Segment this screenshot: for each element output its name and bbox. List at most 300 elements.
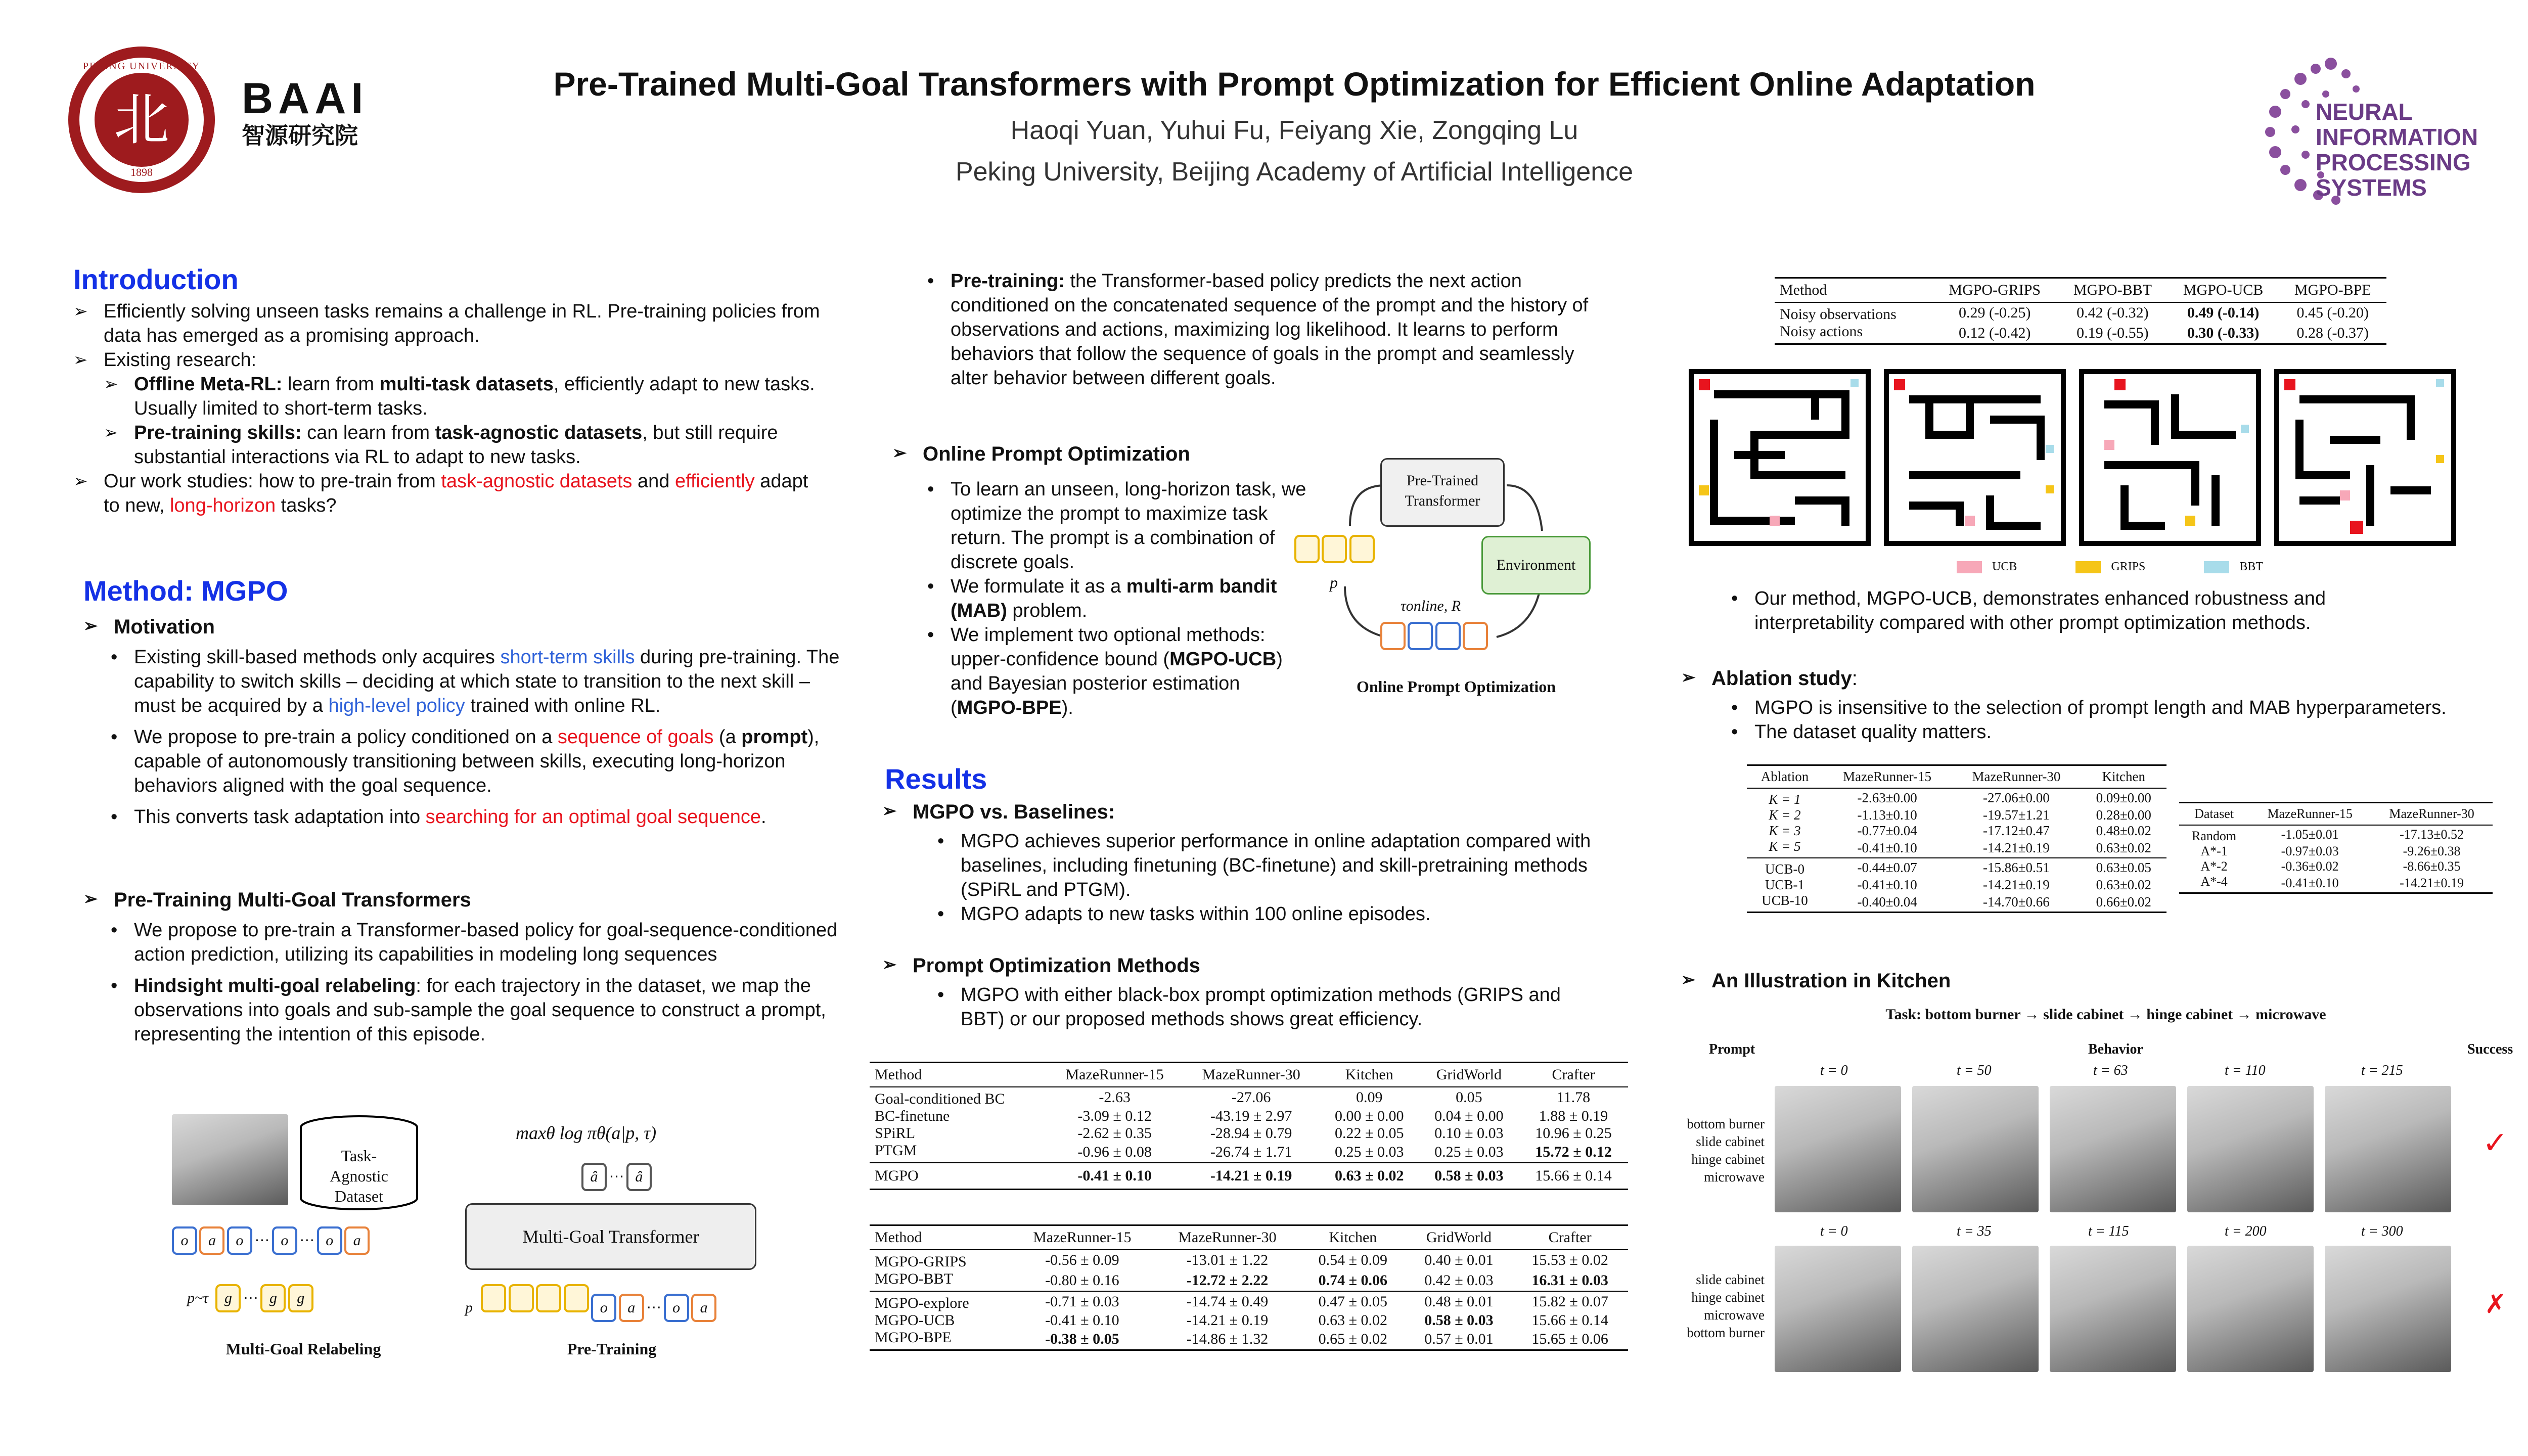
table-row [1747, 858, 2166, 877]
opo-prompt-tok-2 [1322, 535, 1347, 563]
table-cell: -0.41±0.10 [2281, 876, 2339, 890]
intro-p3-r1: task-agnostic datasets [441, 471, 633, 492]
row1-frame [2325, 1086, 2451, 1212]
pretraining-list [134, 918, 842, 1046]
vs-item-1: • MGPO achieves superior performance in online adaptation compared with baselines, including finetuning (BC-finetune) and skill-pretraining methods (SPiRL and PTGM). [961, 829, 1598, 902]
intro-heading: Introduction [73, 263, 239, 295]
neurips-line-3: PROCESSING [2316, 149, 2471, 175]
prompt-tok-3 [536, 1284, 561, 1312]
vs-list [961, 829, 1598, 926]
table-cell: 0.63 ± 0.02 [1318, 1312, 1388, 1329]
kitchen-figure [1679, 1006, 2528, 1390]
maze-legend [1957, 560, 2263, 574]
meta-rl-bold: multi-task datasets [379, 374, 554, 395]
intro-p3-b: and [632, 471, 675, 492]
opo2-c: problem. [1007, 600, 1088, 621]
row2-time: t = 35 [1957, 1223, 1992, 1239]
table-row [1747, 788, 2166, 807]
intro-p3-a: Our work studies: how to pre-train from [104, 471, 441, 492]
prompt-header-row [870, 1225, 1628, 1250]
legend-bbt-swatch [2204, 561, 2229, 573]
table-cell: 15.82 ± 0.07 [1531, 1293, 1608, 1310]
table-cell: 16.31 ± 0.03 [1531, 1272, 1608, 1289]
table-cell: -12.72 ± 2.22 [1186, 1272, 1269, 1289]
table-cell: BC-finetune [875, 1108, 950, 1124]
table-cell: 0.49 (-0.14) [2187, 304, 2260, 321]
pom-heading: ➢ Prompt Optimization Methods [882, 954, 1200, 977]
table-cell: -3.09 ± 0.12 [1077, 1108, 1152, 1124]
table-cell: 0.47 ± 0.05 [1318, 1293, 1388, 1310]
traj-tok-3 [1435, 622, 1461, 650]
baselines-col-gridworld: GridWorld [1419, 1063, 1519, 1087]
opo3-e: ). [1061, 697, 1073, 718]
row1-time: t = 50 [1957, 1063, 1992, 1078]
table-cell: 15.66 ± 0.14 [1535, 1167, 1612, 1184]
table-cell: K = 1 [1769, 792, 1801, 807]
tau-online-label: τonline, R [1401, 598, 1461, 614]
table-cell: -0.44±0.07 [1857, 860, 1917, 875]
token-gH: g [288, 1284, 313, 1312]
table-row [870, 1250, 1628, 1270]
motivation-item-2 [134, 725, 842, 798]
baselines-col-mr30: MazeRunner-30 [1183, 1063, 1320, 1087]
table-cell: K = 2 [1769, 807, 1801, 823]
motivation-list [134, 645, 842, 829]
prompt-col-mr15: MazeRunner-15 [1010, 1225, 1155, 1250]
table-row [2179, 859, 2493, 874]
table-cell: -0.97±0.03 [2281, 844, 2339, 858]
col-prompt-label: Prompt [1709, 1041, 1755, 1057]
row2-frame [1912, 1246, 2039, 1372]
opo2-a: We formulate it as a [951, 576, 1126, 597]
token-oH: o [317, 1226, 342, 1255]
traj-tok-1 [1380, 622, 1406, 650]
m1-d: high-level policy [328, 695, 465, 716]
table-row [870, 1125, 1628, 1142]
maze-4 [2274, 369, 2456, 546]
table-cell: -0.41 ± 0.10 [1077, 1167, 1152, 1184]
table-cell: A*-4 [2200, 874, 2228, 889]
table-cell: MGPO [875, 1167, 919, 1184]
pretrain-caption: Pre-Training [567, 1340, 657, 1358]
intro-list [104, 299, 822, 518]
table-cell: -2.63 [1099, 1089, 1131, 1106]
table-cell: 0.00 ± 0.00 [1334, 1108, 1404, 1124]
token-pred-a1: â [581, 1163, 607, 1191]
pred-actions: â ⋯ â [581, 1163, 652, 1191]
ablation-list [1754, 696, 2528, 744]
row1-time: t = 215 [2361, 1063, 2403, 1078]
pretraining-label: Pre-Training Multi-Goal Transformers [114, 889, 471, 911]
opo-item-3 [951, 623, 1315, 720]
pku-logo-year: 1898 [130, 166, 153, 178]
pretrain-desc-bold: Pre-training: [951, 270, 1065, 292]
ablation-col-name: Ablation [1747, 765, 1823, 789]
table-row [2179, 844, 2493, 859]
noise-col-bpe: MGPO-BPE [2279, 278, 2386, 303]
pretraining-item-1: • We propose to pre-train a Transformer-based policy for goal-sequence-conditioned action prediction, utilizing its capabilities in modeling long sequences [134, 918, 842, 967]
ablation-heading: ➢ Ablation study: [1681, 667, 1858, 690]
opo-item-1: • To learn an unseen, long-horizon task, we optimize the prompt to maximize task return. The prompt is a combination of discrete goals. [951, 477, 1315, 574]
table-cell: -1.05±0.01 [2281, 827, 2339, 842]
table-row [1747, 893, 2166, 913]
table-cell: -14.21±0.19 [1983, 877, 2050, 892]
prompt-methods-table [870, 1224, 1628, 1351]
table-cell: -14.21 ± 0.19 [1186, 1312, 1269, 1329]
intro-p3-c: adapt to new, [104, 471, 808, 516]
dataset-col-mr30: MazeRunner-30 [2371, 803, 2493, 826]
multi-goal-transformer-box [465, 1203, 756, 1270]
opo3-a: We implement two optional methods: upper-confidence bound ( [951, 624, 1266, 670]
table-cell: Goal-conditioned BC [875, 1090, 1005, 1107]
failure-cross-icon: ✗ [2485, 1289, 2507, 1320]
table-row [870, 1142, 1628, 1163]
kitchen-task: Task: bottom burner → slide cabinet → hinge cabinet → microwave [1885, 1006, 2326, 1023]
poster-title: Pre-Trained Multi-Goal Transformers with Prompt Optimization for Efficient Online Adaptation [553, 65, 2036, 103]
prompt-col-crafter: Crafter [1512, 1225, 1628, 1250]
table-cell: 15.65 ± 0.06 [1531, 1331, 1608, 1347]
dataset-col-name: Dataset [2179, 803, 2249, 826]
prompt2-goal-2: hinge cabinet [1691, 1290, 1765, 1305]
table-cell: 0.12 (-0.42) [1959, 325, 2031, 341]
table-cell: K = 3 [1769, 823, 1801, 838]
token-o1: o [172, 1226, 197, 1255]
baselines-col-kitchen: Kitchen [1320, 1063, 1419, 1087]
prompt1 [1679, 1115, 1765, 1186]
maze-walls [1694, 374, 1866, 541]
meta-rl-text-2: , efficiently adapt to new tasks. Usually limited to short-term tasks. [134, 374, 815, 419]
table-cell: MGPO-GRIPS [875, 1253, 967, 1270]
intro-item-skill [134, 421, 822, 469]
pretrained-label: Pre-Trained Transformer [1405, 472, 1480, 509]
table-cell: -1.13±0.10 [1857, 807, 1917, 823]
table-row [2179, 874, 2493, 893]
opo-prompt-tok-3 [1349, 535, 1375, 563]
opo-figure [1294, 455, 1588, 708]
table-cell: -14.70±0.66 [1983, 894, 2050, 909]
table-cell: 0.74 ± 0.06 [1318, 1272, 1388, 1289]
vs-label: MGPO vs. Baselines [913, 801, 1108, 823]
opo-p-label: p [1330, 573, 1338, 592]
table-row [1775, 302, 2386, 323]
intro-item-1: ➢ Efficiently solving unseen tasks remains a challenge in RL. Pre-training policies from data has emerged as a promising approach. [104, 299, 822, 348]
table-cell: 0.66±0.02 [2096, 894, 2151, 909]
intro-item-3 [104, 469, 822, 518]
maze-3 [2079, 369, 2261, 546]
vs-heading: ➢ MGPO vs. Baselines: [882, 801, 1115, 823]
seq-oH: o [664, 1294, 689, 1322]
skill-text-1: can learn from [301, 422, 435, 443]
table-cell: 0.09 [1356, 1089, 1383, 1106]
pt2-text: : for each trajectory in the dataset, we map the observations into goals and sub-sample the goal sequence to construct a prompt, representing the intention of this episode. [134, 975, 826, 1045]
skill-text-2: , but still require substantial interactions via RL to adapt to new tasks. [134, 422, 778, 468]
robust-list [1754, 586, 2412, 635]
intro-p3-r2: efficiently [674, 471, 755, 492]
m1-a: Existing skill-based methods only acquires [134, 647, 501, 668]
prompt-col-kitchen: Kitchen [1300, 1225, 1406, 1250]
row1-frame [1775, 1086, 1901, 1212]
table-cell: -14.21 ± 0.19 [1210, 1167, 1292, 1184]
baselines-header-row [870, 1063, 1628, 1087]
row2-frame [2187, 1246, 2314, 1372]
poster-authors: Haoqi Yuan, Yuhui Fu, Feiyang Xie, Zongqing Lu [1010, 116, 1578, 145]
dataset-table [2179, 802, 2493, 894]
legend-grips-label: GRIPS [2111, 560, 2146, 573]
table-cell: 0.29 (-0.25) [1959, 304, 2031, 321]
noise-header-row [1775, 278, 2386, 303]
skill-label: Pre-training skills: [134, 422, 302, 443]
prompt-col-gridworld: GridWorld [1406, 1225, 1512, 1250]
table-cell: -19.57±1.21 [1983, 807, 2050, 823]
prompt1-goal-4: microwave [1704, 1169, 1765, 1185]
table-cell: -27.06 [1231, 1089, 1271, 1106]
col-behavior-label: Behavior [2088, 1041, 2143, 1057]
neurips-line-1: NEURAL [2316, 99, 2413, 125]
table-cell: -28.94 ± 0.79 [1210, 1125, 1292, 1142]
table-cell: UCB-0 [1765, 861, 1804, 877]
motivation-label: Motivation [114, 616, 215, 638]
table-cell: 0.48±0.02 [2096, 823, 2151, 838]
table-cell: SPiRL [875, 1125, 916, 1142]
maze-1 [1689, 369, 1871, 546]
environment-label: Environment [1496, 557, 1576, 573]
neurips-line-4: SYSTEMS [2316, 174, 2427, 201]
trajectory-image [172, 1114, 288, 1205]
table-cell: -0.41±0.10 [1857, 877, 1917, 892]
pku-emblem-glyph: 北 [114, 87, 169, 152]
maze-row [1689, 369, 2457, 551]
table-cell: 0.25 ± 0.03 [1334, 1144, 1404, 1160]
table-cell: 0.45 (-0.20) [2296, 304, 2369, 321]
table-cell: -0.38 ± 0.05 [1045, 1331, 1119, 1347]
table-row [1747, 823, 2166, 839]
kitchen-heading: ➢ An Illustration in Kitchen [1681, 970, 1951, 992]
pretrain-objective: maxθ log πθ(a|p, τ) [516, 1123, 657, 1143]
ablation-col-mr30: MazeRunner-30 [1952, 765, 2081, 789]
baselines-table [870, 1062, 1628, 1190]
table-cell: 0.40 ± 0.01 [1424, 1252, 1494, 1268]
table-cell: -0.40±0.04 [1857, 894, 1917, 909]
noise-col-bbt: MGPO-BBT [2058, 278, 2168, 303]
table-cell: 0.48 ± 0.01 [1424, 1293, 1494, 1310]
pretraining-item-2 [134, 974, 842, 1046]
table-cell: -13.01 ± 1.22 [1186, 1252, 1269, 1268]
opo-traj-tokens [1380, 622, 1488, 653]
table-row [870, 1312, 1628, 1329]
prompt2-goal-1: slide cabinet [1696, 1272, 1765, 1287]
table-cell: -8.66±0.35 [2403, 859, 2461, 874]
meta-rl-text-1: learn from [282, 374, 380, 395]
table-cell: A*-1 [2200, 844, 2228, 858]
ablation-col-kitchen: Kitchen [2081, 765, 2166, 789]
m2-b: sequence of goals [557, 726, 714, 748]
table-cell: 0.57 ± 0.01 [1424, 1331, 1494, 1347]
table-cell: -0.56 ± 0.09 [1045, 1252, 1119, 1268]
pt2-bold: Hindsight multi-goal relabeling [134, 975, 416, 996]
maze-walls [2279, 374, 2451, 541]
opo-heading: ➢ Online Prompt Optimization [892, 443, 1190, 465]
row2-time: t = 200 [2225, 1223, 2267, 1239]
row1-frame [2050, 1086, 2176, 1212]
table-cell: -14.21±0.19 [1983, 840, 2050, 855]
token-a1: a [199, 1226, 224, 1255]
table-cell: 11.78 [1556, 1089, 1591, 1106]
opo-prompt-tok-1 [1294, 535, 1320, 563]
table-cell: 0.63±0.02 [2096, 877, 2151, 892]
motivation-item-1 [134, 645, 842, 718]
row2-time: t = 115 [2088, 1223, 2129, 1239]
row1-frame [1912, 1086, 2039, 1212]
pretraining-desc-item [951, 269, 1598, 390]
p-label: p [465, 1299, 473, 1316]
token-oi: o [272, 1226, 297, 1255]
opo3-d: MGPO-BPE [957, 697, 1062, 718]
m2-c: (a [713, 726, 742, 748]
pretrain-desc-text: the Transformer-based policy predicts the next action conditioned on the concatenated sequence of the prompt and the history of observations and actions, maximizing log likelihood. It learns to perform behaviors that follow the sequence of goals in the prompt and seamlessly alter behavior between different goals. [951, 270, 1589, 389]
opo2-b: multi-arm bandit (MAB) [951, 576, 1277, 621]
maze-walls [1889, 374, 2061, 541]
table-cell: 1.88 ± 0.19 [1539, 1108, 1608, 1124]
vs-item-2: • MGPO adapts to new tasks within 100 online episodes. [961, 902, 1598, 926]
robust-item: • Our method, MGPO-UCB, demonstrates enhanced robustness and interpretability compared with other prompt optimization methods. [1754, 586, 2412, 635]
opo-list [951, 477, 1315, 720]
legend-bbt-label: BBT [2239, 560, 2264, 573]
table-cell: 0.22 ± 0.05 [1334, 1125, 1404, 1142]
table-cell: Noisy observations [1780, 306, 1897, 323]
table-cell: 0.28±0.00 [2096, 807, 2151, 823]
table-cell: -2.62 ± 0.35 [1077, 1125, 1152, 1142]
table-cell: 0.04 ± 0.00 [1434, 1108, 1504, 1124]
table-row [870, 1108, 1628, 1125]
table-cell: A*-2 [2200, 859, 2228, 874]
prompt-tok-2 [509, 1284, 534, 1312]
noise-col-grips: MGPO-GRIPS [1931, 278, 2058, 303]
table-cell: UCB-1 [1765, 877, 1804, 892]
poster-affiliation: Peking University, Beijing Academy of Artificial Intelligence [955, 157, 1634, 187]
table-cell: 0.09±0.00 [2096, 790, 2151, 805]
baai-logo-text: BAAI [242, 74, 369, 123]
prompt-col-method: Method [870, 1225, 1010, 1250]
table-cell: -0.41±0.10 [1857, 840, 1917, 855]
noise-col-ucb: MGPO-UCB [2168, 278, 2279, 303]
method-heading: Method: MGPO [83, 575, 288, 607]
dataset-header-row [2179, 803, 2493, 826]
skill-bold: task-agnostic datasets [435, 422, 643, 443]
p-tilde-tau: p~τ [187, 1290, 208, 1306]
pom-list [961, 983, 1598, 1031]
table-row [870, 1291, 1628, 1312]
row1-frame [2187, 1086, 2314, 1212]
table-row [1775, 323, 2386, 344]
table-cell: UCB-10 [1762, 893, 1808, 908]
table-cell: PTGM [875, 1142, 917, 1159]
prompt-tok-4 [564, 1284, 589, 1312]
prompt1-goal-2: slide cabinet [1696, 1134, 1765, 1149]
noise-table [1775, 277, 2386, 345]
seq-a1: a [619, 1294, 644, 1322]
environment-box [1481, 536, 1591, 595]
table-row [870, 1329, 1628, 1350]
table-cell: -26.74 ± 1.71 [1210, 1144, 1292, 1160]
table-cell: K = 5 [1769, 839, 1801, 854]
traj-tok-4 [1463, 622, 1488, 650]
intro-p3-d: tasks? [276, 495, 337, 516]
m2-d: prompt [741, 726, 808, 748]
opo-item-2 [951, 574, 1315, 623]
obs-act-sequence: o a o ⋯ o ⋯ o a [172, 1226, 370, 1255]
meta-rl-label: Offline Meta-RL: [134, 374, 283, 395]
table-cell: -0.77±0.04 [1857, 823, 1917, 838]
table-cell: -14.21±0.19 [2400, 876, 2464, 890]
row2-time: t = 300 [2361, 1223, 2403, 1239]
table-cell: 0.54 ± 0.09 [1318, 1252, 1388, 1268]
maze-2 [1884, 369, 2066, 546]
ablation-label: Ablation study [1711, 667, 1852, 690]
table-row [870, 1270, 1628, 1291]
baai-logo-cn: 智源研究院 [242, 122, 358, 149]
baselines-col-mr15: MazeRunner-15 [1047, 1063, 1183, 1087]
relabel-caption: Multi-Goal Relabeling [225, 1340, 381, 1358]
table-cell: 0.19 (-0.55) [2076, 325, 2149, 341]
table-row [870, 1163, 1628, 1190]
table-cell: -9.26±0.38 [2403, 844, 2461, 858]
m1-b: short-term skills [500, 647, 635, 668]
row1-time: t = 110 [2225, 1063, 2266, 1078]
table-cell: -0.96 ± 0.08 [1077, 1144, 1152, 1160]
baselines-col-method: Method [870, 1063, 1047, 1087]
col-success-label: Success [2467, 1041, 2513, 1057]
table-row [1747, 877, 2166, 893]
row2-time: t = 0 [1820, 1223, 1848, 1239]
table-cell: 0.25 ± 0.03 [1434, 1144, 1504, 1160]
prompt2-goal-3: microwave [1704, 1307, 1765, 1323]
ablation-item-2: • The dataset quality matters. [1754, 720, 2528, 744]
row2-frame [2050, 1246, 2176, 1372]
pom-label: Prompt Optimization Methods [913, 954, 1200, 977]
prompt-tok-1 [481, 1284, 506, 1312]
table-cell: 15.72 ± 0.12 [1535, 1144, 1612, 1160]
table-cell: 0.42 (-0.32) [2076, 304, 2149, 321]
table-cell: 0.30 (-0.33) [2187, 325, 2260, 341]
table-cell: Random [2192, 829, 2237, 843]
opo3-c: ) and Bayesian posterior estimation ( [951, 649, 1283, 718]
opo-prompt-tokens [1294, 535, 1375, 566]
table-row [1747, 807, 2166, 823]
table-cell: 0.63±0.05 [2096, 860, 2151, 875]
legend-ucb-swatch [1957, 561, 1982, 573]
table-cell: 0.28 (-0.37) [2296, 325, 2369, 341]
table-cell: 0.65 ± 0.02 [1318, 1331, 1388, 1347]
pretraining-heading: ➢ Pre-Training Multi-Goal Transformers [83, 889, 471, 911]
seq-aH: a [691, 1294, 716, 1322]
table-cell: -14.74 ± 0.49 [1186, 1293, 1269, 1310]
pretrained-transformer-box [1380, 458, 1505, 527]
table-cell: -0.71 ± 0.03 [1045, 1293, 1119, 1310]
table-cell: 0.10 ± 0.03 [1434, 1125, 1504, 1142]
intro-item-meta [134, 372, 822, 421]
neurips-line-2: INFORMATION [2316, 124, 2478, 150]
table-cell: MGPO-explore [875, 1295, 969, 1311]
ablation-col-mr15: MazeRunner-15 [1823, 765, 1952, 789]
row2-frame [2325, 1246, 2451, 1372]
table-row [2179, 825, 2493, 844]
table-cell: 0.63±0.02 [2096, 840, 2151, 855]
token-gk: g [260, 1284, 286, 1312]
table-cell: 0.58 ± 0.03 [1434, 1167, 1504, 1184]
pom-item-1: • MGPO with either black-box prompt optimization methods (GRIPS and BBT) or our proposed methods shows great efficiency. [961, 983, 1598, 1031]
legend-ucb-label: UCB [1992, 560, 2017, 573]
opo-label: Online Prompt Optimization [923, 443, 1190, 465]
